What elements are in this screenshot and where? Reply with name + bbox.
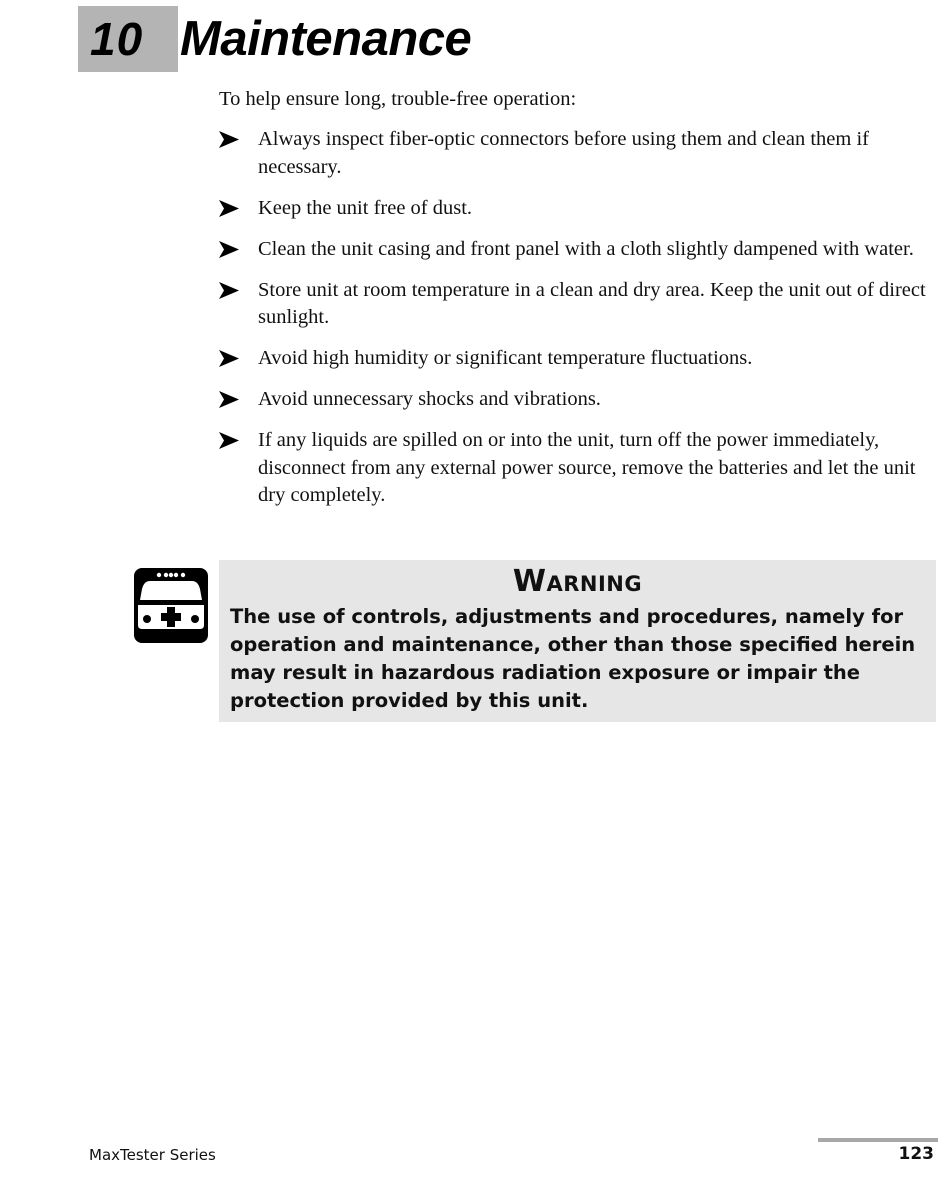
warning-title: Warning	[512, 564, 643, 599]
list-item-text: Keep the unit free of dust.	[258, 196, 473, 219]
maintenance-list	[219, 126, 931, 523]
list-item-text: If any liquids are spilled on or into the unit, turn off the power immediately, disconnect from any external power source, remove the batteries and let the unit dry completely.	[258, 429, 916, 506]
arrow-bullet-icon	[219, 391, 239, 408]
list-item-text: Clean the unit casing and front panel with a cloth slightly dampened with water.	[258, 237, 914, 260]
list-item	[219, 277, 931, 332]
list-item-text: Avoid unnecessary shocks and vibrations.	[258, 388, 601, 410]
list-item-text: Avoid high humidity or significant temperature fluctuations.	[258, 347, 753, 369]
footer-title: MaxTester Series	[89, 1146, 216, 1164]
list-item	[219, 345, 931, 373]
chapter-title: Maintenance	[180, 12, 472, 66]
list-item-text: Store unit at room temperature in a clean and dry area. Keep the unit out of direct sunlight.	[258, 278, 926, 328]
arrow-bullet-icon	[219, 350, 239, 367]
page-number: 123	[898, 1144, 934, 1164]
arrow-bullet-icon	[219, 282, 239, 299]
list-item-text: Always inspect fiber-optic connectors before using them and clean them if necessary.	[258, 128, 869, 178]
arrow-bullet-icon	[219, 131, 239, 148]
ambulance-warning-icon	[133, 567, 209, 644]
warning-text: The use of controls, adjustments and procedures, namely for operation and maintenance, other than those specified herein may result in hazardous radiation exposure or impair the protection provided by this unit.	[230, 605, 916, 712]
warning-box	[219, 560, 936, 722]
list-item	[219, 427, 931, 510]
intro-text: To help ensure long, trouble-free operation:	[219, 88, 577, 110]
chapter-number: 10	[90, 13, 144, 65]
footer-rule	[818, 1138, 938, 1142]
list-item	[219, 126, 931, 181]
arrow-bullet-icon	[219, 241, 239, 258]
arrow-bullet-icon	[219, 432, 239, 449]
list-item	[219, 195, 931, 223]
list-item	[219, 386, 931, 414]
arrow-bullet-icon	[219, 200, 239, 217]
list-item	[219, 236, 931, 264]
